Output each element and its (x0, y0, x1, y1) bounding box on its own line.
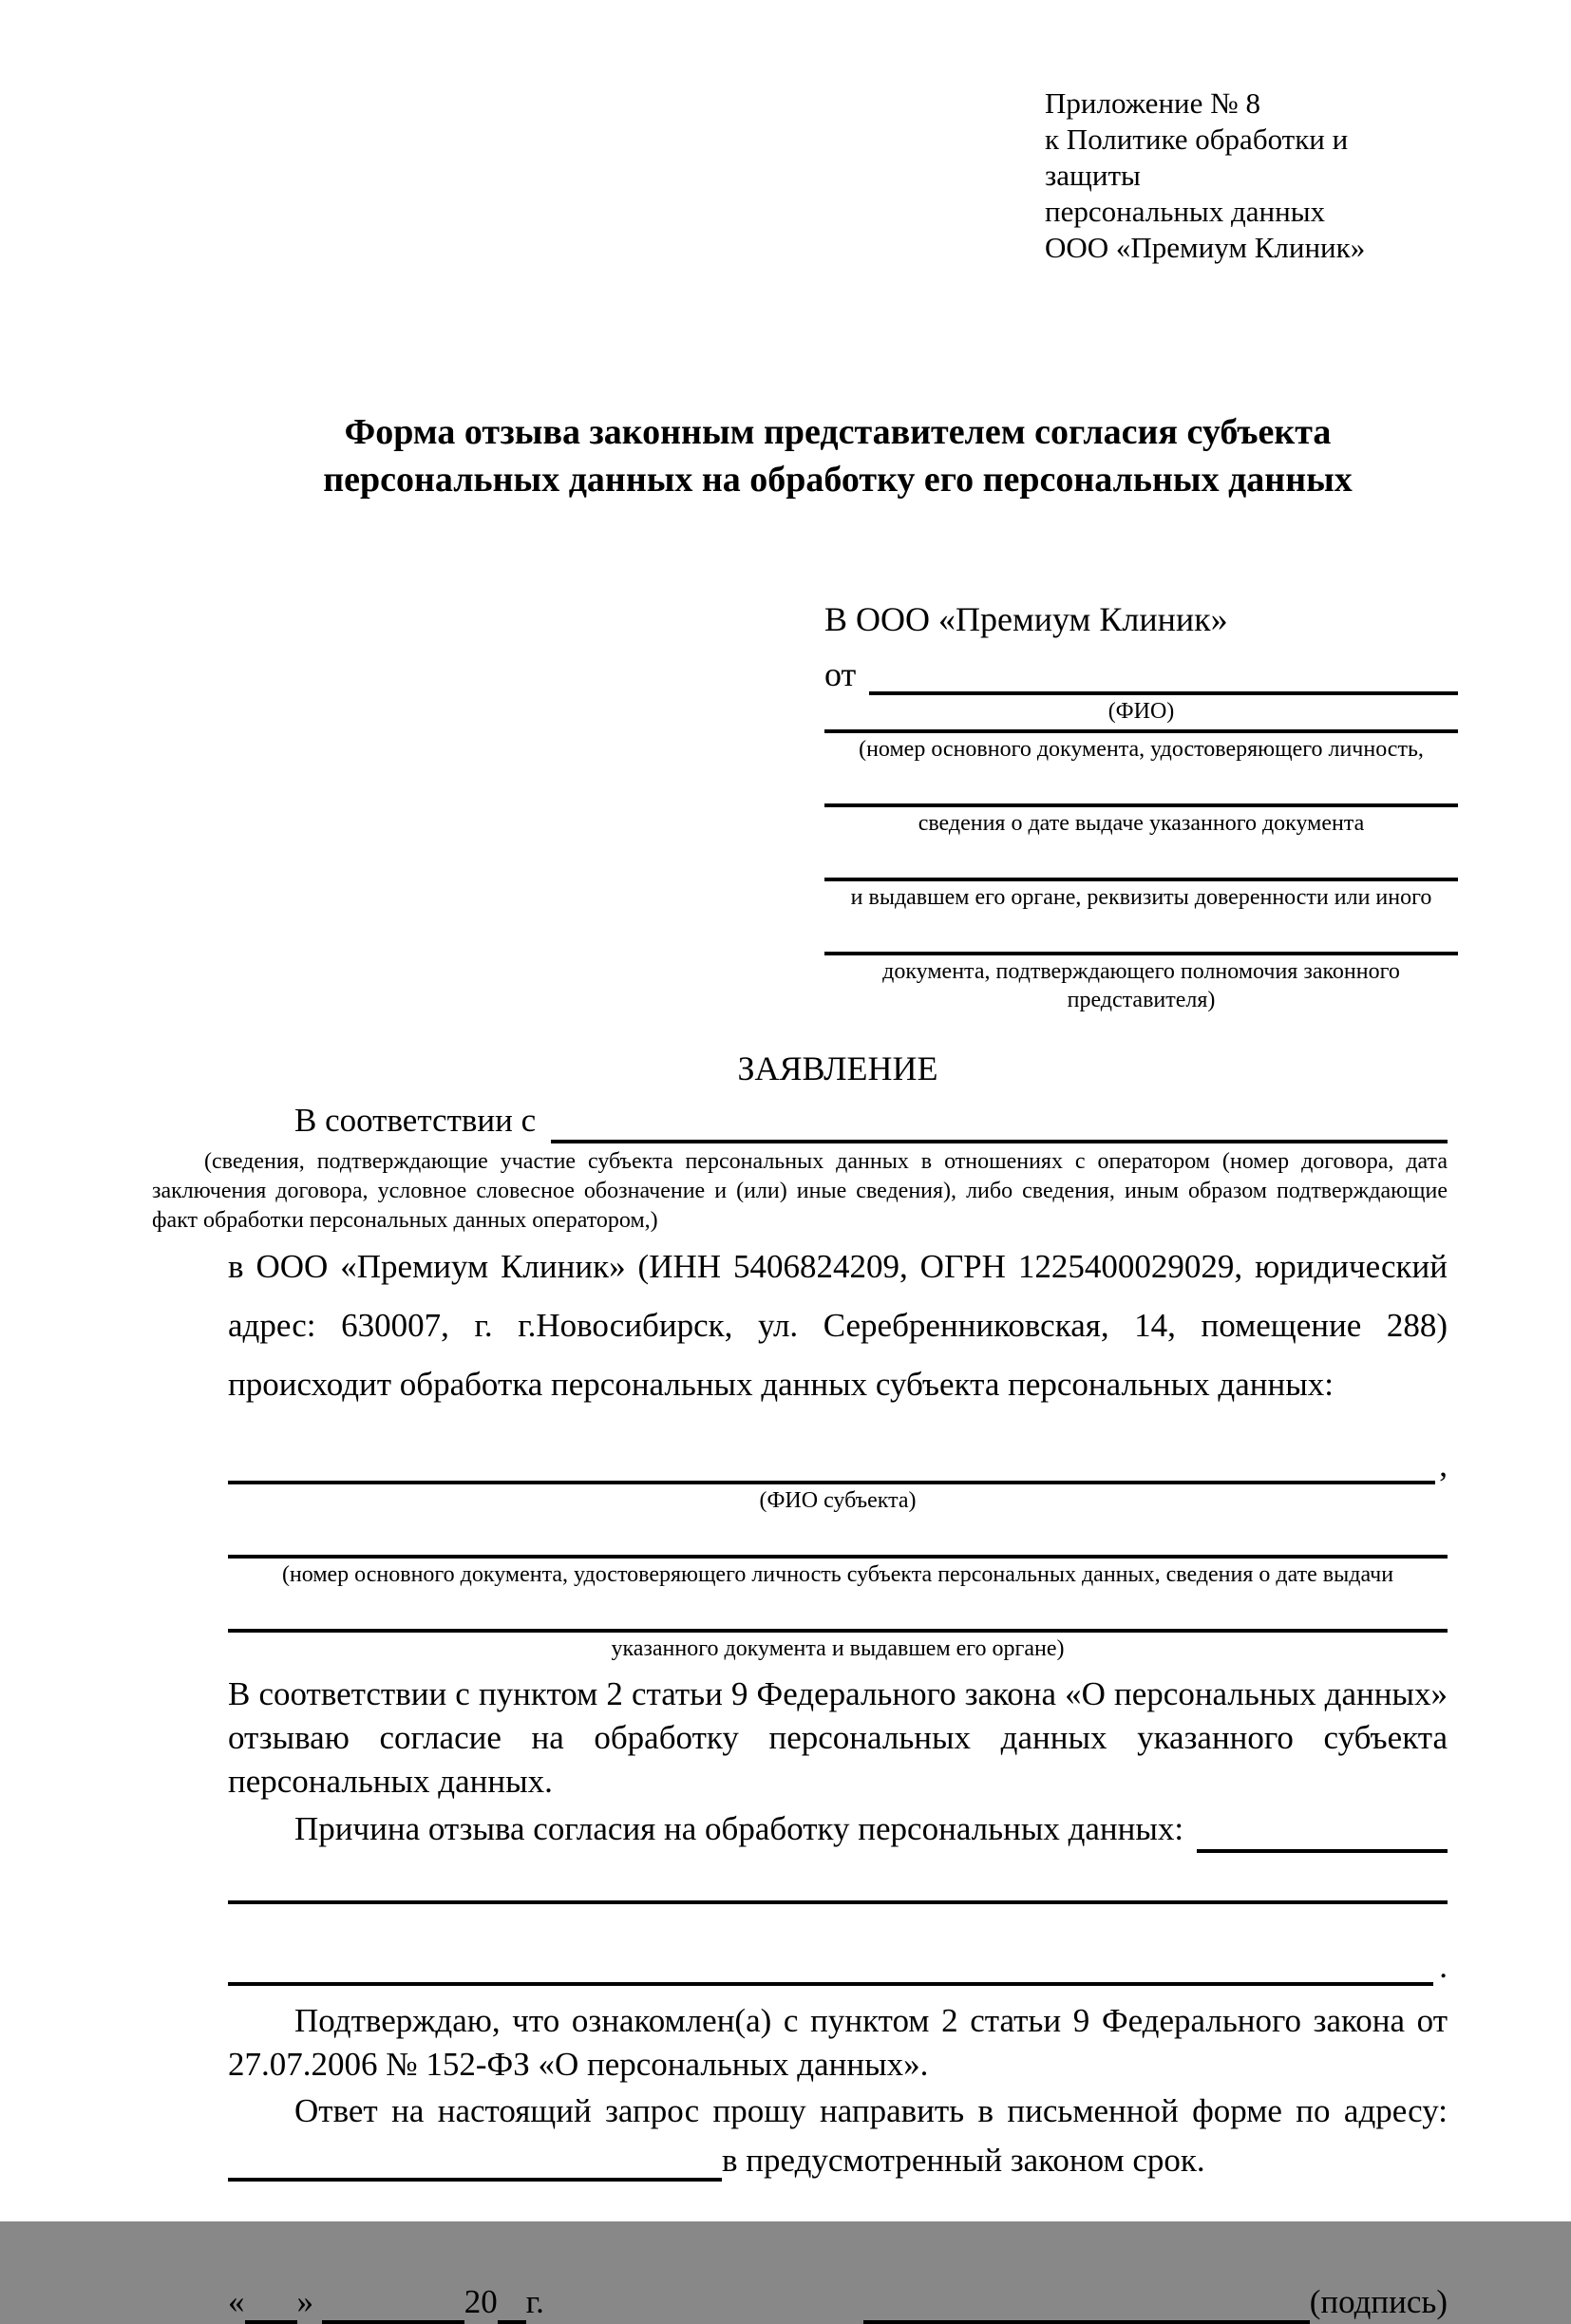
fine-print-note: (сведения, подтверждающие участие субъекта персональных данных в отношениях с оператором (номер договора, дата заключения договора, условное словесное обозначение и (или) иные сведения), либо сведения, иным образом подтверждающие факт обработки персональных данных оператором,) (152, 1149, 1448, 1233)
blank-line (824, 726, 1458, 733)
blank-line-with-period (228, 1948, 1448, 1986)
header-line: персональных данных (1045, 195, 1326, 228)
blank-line (869, 691, 1458, 695)
header-line: ООО «Премиум Клиник» (1045, 231, 1366, 264)
blank-line (824, 764, 1458, 807)
quote-open: « (228, 2283, 245, 2320)
blank-line (228, 1982, 1433, 1986)
blank-month (322, 2284, 464, 2324)
header-line: Приложение № 8 (1045, 86, 1260, 120)
operator-paragraph: в ООО «Премиум Клиник» (ИНН 5406824209, ОГРН 1225400029029, юридический адрес: 630007, г. г.Новосибирск, ул. Серебренниковская, 14, помещение 288) происходит обработка персональных данных субъекта персональных данных: (228, 1248, 1448, 1403)
subject-doc-caption: (номер основного документа, удостоверяющего личность субъекта персональных данных, сведения о дате выдачи (281, 1562, 1394, 1587)
according-prefix: В соответствии с (294, 1102, 537, 1139)
according-line (294, 1098, 1448, 1143)
blank-signature (863, 2284, 1310, 2324)
addressee-block (824, 598, 1458, 1014)
form-title-line1: Форма отзыва законным представителем согласия субъекта (344, 412, 1332, 452)
blank-line (228, 1897, 1448, 1904)
withdraw-paragraph: В соответствии с пунктом 2 статьи 9 Федерального закона «О персональных данных» отзываю согласие на обработку персональных данных указанного субъекта персональных данных. (228, 1675, 1448, 1800)
reason-label: Причина отзыва согласия на обработку персональных данных: (294, 1810, 1184, 1847)
response-address-line (228, 2140, 1448, 2182)
blank-day (245, 2284, 297, 2324)
subject-fio-caption: (ФИО субъекта) (759, 1488, 917, 1513)
blank-line (824, 912, 1458, 955)
form-title-line2: персональных данных на обработку его персональных данных (323, 460, 1353, 500)
year-prefix: 20 (464, 2283, 498, 2320)
quote-close: » (296, 2283, 313, 2320)
blank-line (228, 2178, 722, 2182)
doc-caption: (номер основного документа, удостоверяющего личность, (859, 737, 1424, 762)
response-suffix: в предусмотренный законом срок. (722, 2142, 1205, 2179)
fio-caption: (ФИО) (1107, 699, 1175, 724)
blank-line (228, 1481, 1435, 1484)
subject-fio-line (228, 1446, 1448, 1484)
doc-caption: документа, подтверждающего полномочия законного представителя) (882, 959, 1400, 1012)
footer-row (228, 2280, 1448, 2324)
subject-doc-caption: указанного документа и выдавшем его органе) (611, 1636, 1065, 1661)
comma-mark: , (1439, 1446, 1448, 1483)
doc-caption: и выдавшем его органе, реквизиты доверенности или иного (850, 885, 1432, 910)
signature-line (863, 2280, 1448, 2324)
blank-line (228, 1589, 1448, 1633)
year-suffix: г. (525, 2283, 544, 2320)
blank-year (498, 2284, 526, 2324)
form-title (228, 408, 1448, 503)
date-line (228, 2280, 544, 2324)
response-line: Ответ на настоящий запрос прошу направить в письменной форме по адресу: (294, 2092, 1448, 2129)
blank-line (228, 1515, 1448, 1559)
signature-caption: (подпись) (1309, 2283, 1448, 2320)
addressee-to: В ООО «Премиум Клиник» (824, 600, 1228, 638)
reason-line (228, 1805, 1448, 1853)
statement-heading: ЗАЯВЛЕНИЕ (737, 1049, 938, 1087)
addressee-from-line (824, 653, 1458, 695)
confirm-paragraph: Подтверждаю, что ознакомлен(а) с пунктом 2 статьи 9 Федерального закона от 27.07.2006 № 152-ФЗ «О персональных данных». (228, 2002, 1448, 2083)
period-mark: . (1439, 1948, 1448, 1985)
blank-line (1197, 1849, 1448, 1853)
blank-line (551, 1140, 1448, 1143)
header-line: к Политике обработки и защиты (1045, 123, 1349, 192)
blank-line (824, 838, 1458, 881)
header-block (1045, 85, 1448, 266)
doc-caption: сведения о дате выдаче указанного документа (918, 811, 1365, 836)
from-label: от (824, 655, 857, 693)
